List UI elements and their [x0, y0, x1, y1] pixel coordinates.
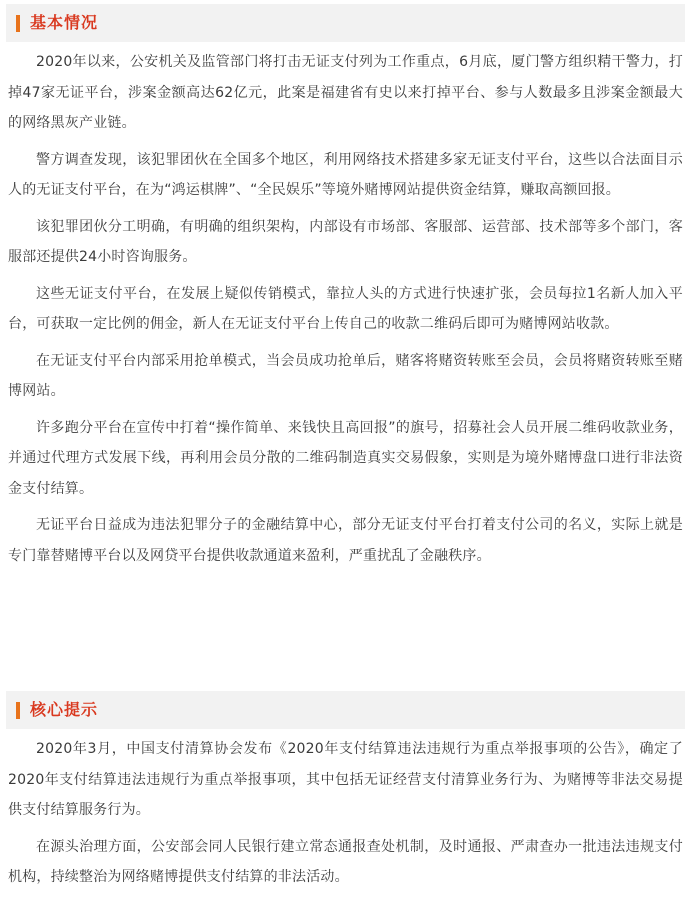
- paragraph: 无证平台日益成为违法犯罪分子的金融结算中心，部分无证支付平台打着支付公司的名义，实际上就是专门靠替赌博平台以及网贷平台提供收款通道来盈利，严重扰乱了金融秩序。: [8, 517, 683, 564]
- section-title: 基本情况: [30, 13, 99, 32]
- paragraph: 在源头治理方面，公安部会同人民银行建立常态通报查处机制，及时通报、严肃查办一批违法违规支付机构，持续整治为网络赌博提供支付结算的非法活动。: [8, 838, 683, 885]
- section-header-basic-info: [6, 4, 685, 42]
- paragraph: 警方调查发现，该犯罪团伙在全国多个地区，利用网络技术搭建多家无证支付平台，这些以合法面目示人的无证支付平台，在为“鸿运棋牌”、“全民娱乐”等境外赌博网站提供资金结算，赚取高额回报。: [8, 151, 683, 198]
- accent-bar: [16, 15, 20, 32]
- section-body-key-points: [8, 734, 683, 899]
- paragraph: 2020年3月，中国支付清算协会发布《2020年支付结算违法违规行为重点举报事项的公告》，确定了2020年支付结算违法违规行为重点举报事项，其中包括无证经营支付清算业务行为、为赌博等非法交易提供支付结算服务行为。: [8, 741, 683, 818]
- paragraph: 这些无证支付平台，在发展上疑似传销模式，靠拉人头的方式进行快速扩张，会员每拉1名新人加入平台，可获取一定比例的佣金，新人在无证支付平台上传自己的收款二维码后即可为赌博网站收款。: [8, 285, 683, 332]
- section-title: 核心提示: [30, 700, 99, 719]
- accent-bar: [16, 702, 20, 719]
- paragraph: 2020年以来，公安机关及监管部门将打击无证支付列为工作重点，6月底，厦门警方组织精干警力，打掉47家无证平台，涉案金额高达62亿元，此案是福建省有史以来打掉平台、参与人数最多且涉案金额最大的网络黑灰产业链。: [8, 54, 683, 131]
- section-body-basic-info: [8, 47, 683, 577]
- section-header-key-points: [6, 691, 685, 729]
- paragraph: 在无证支付平台内部采用抢单模式，当会员成功抢单后，赌客将赌资转账至会员，会员将赌资转账至赌博网站。: [8, 352, 683, 399]
- paragraph: 该犯罪团伙分工明确，有明确的组织架构，内部设有市场部、客服部、运营部、技术部等多个部门，客服部还提供24小时咨询服务。: [8, 218, 683, 265]
- paragraph: 许多跑分平台在宣传中打着“操作简单、来钱快且高回报”的旗号，招募社会人员开展二维码收款业务，并通过代理方式发展下线，再利用会员分散的二维码制造真实交易假象，实则是为境外赌博盘口进行非法资金支付结算。: [8, 419, 683, 497]
